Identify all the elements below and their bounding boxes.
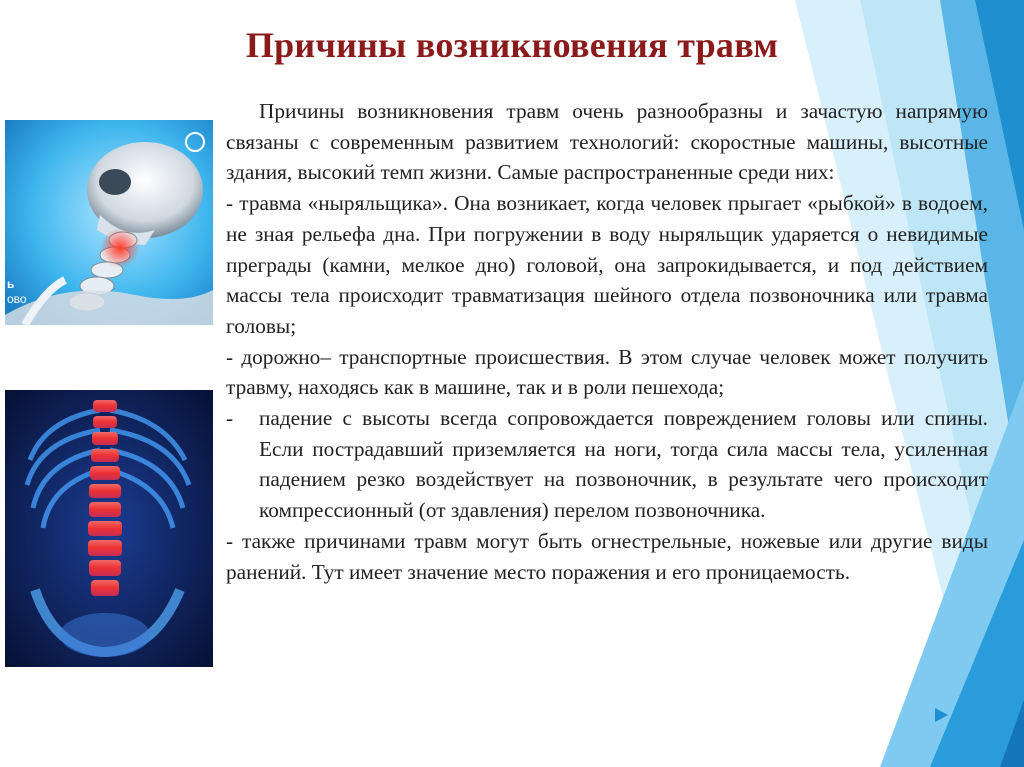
list-dash: -	[226, 406, 234, 431]
list-item-road-accidents: - дорожно– транспортные происшествия. В этом случае человек может получить травму, находясь как в машине, так и в роли пешехода;	[226, 344, 988, 400]
list-item-diver: - травма «ныряльщика». Она возникает, когда человек прыгает «рыбкой» в водоем, не зная рельефа дна. При погружении в воду ныряльщик ударяется о невидимые преграды (камни, мелкое дно) головой, она запрокидывается, и под действием массы тела происходит травматизация шейного отдела позвоночника или травма головы;	[226, 191, 988, 338]
list-item-fall-text: падение с высоты всегда сопровождается повреждением головы или спины. Если пострадавший приземляется на ноги, тогда сила массы тела, усиленная падением резко воздействует на позвоночник, в результате чего происходит компрессионный (от здавления) перелом позвоночника.	[259, 406, 988, 523]
logo-text-2: ово	[7, 292, 27, 306]
spine-xray-image	[5, 390, 213, 667]
logo-text: ь	[7, 277, 15, 291]
list-item-wounds: - также причинами травм могут быть огнестрельные, ножевые или другие виды ранений. Тут имеет значение место поражения и его проницаемость.	[226, 528, 988, 584]
intro-paragraph: Причины возникновения травм очень разнообразны и зачастую напрямую связаны с современным развитием технологий: скоростные машины, высотные здания, высокий темп жизни. Самые распространенные среди них:	[226, 99, 988, 185]
list-item-fall	[226, 403, 988, 526]
body-text	[226, 96, 988, 587]
skull-xray-image	[5, 120, 213, 325]
page-title: Причины возникновения травм	[245, 25, 779, 65]
